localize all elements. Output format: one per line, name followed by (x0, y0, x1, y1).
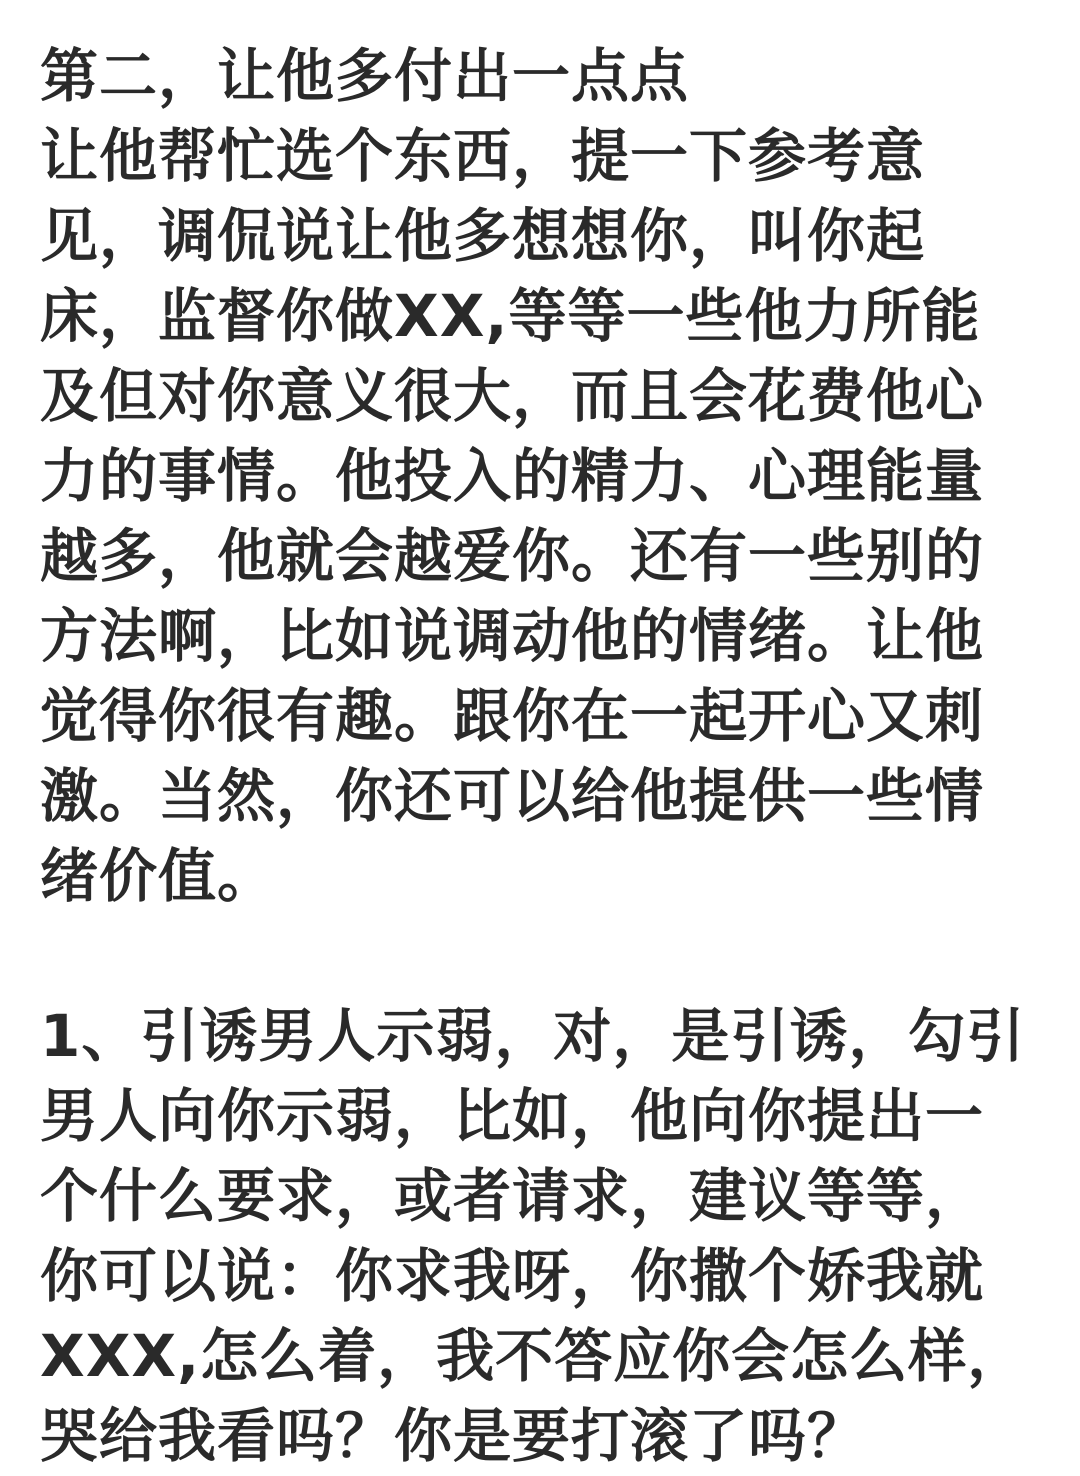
paragraph-line: 觉得你很有趣。跟你在一起开心又刺 (40, 682, 985, 750)
paragraph-line: 绪价值。 (40, 842, 277, 910)
paragraph-spacer (40, 916, 1040, 996)
point-1-line: 1、引诱男人示弱，对，是引诱，勾引 (40, 1002, 1026, 1070)
point-1-line: 个什么要求，或者请求，建议等等， (40, 1162, 985, 1230)
point-1-line-cutoff: 哭给我看吗？你是要打滚了吗？ (40, 1402, 867, 1470)
section-heading: 第二，让他多付出一点点 (40, 42, 690, 110)
paragraph-line: 力的事情。他投入的精力、心理能量 (40, 442, 985, 510)
point-1-line: XXX,怎么着，我不答应你会怎么样， (40, 1322, 1027, 1390)
paragraph-line: 越多，他就会越爱你。还有一些别的 (40, 522, 985, 590)
paragraph-line: 让他帮忙选个东西，提一下参考意 (40, 122, 926, 190)
point-1-line: 男人向你示弱，比如，他向你提出一 (40, 1082, 985, 1150)
paragraph-line: 激。当然，你还可以给他提供一些情 (40, 762, 985, 830)
paragraph-line: 见，调侃说让他多想想你，叫你起 (40, 202, 926, 270)
article-text (40, 36, 1040, 1476)
paragraph-line: 及但对你意义很大，而且会花费他心 (40, 362, 985, 430)
point-1-line: 你可以说：你求我呀，你撒个娇我就 (40, 1242, 985, 1310)
paragraph-line: 方法啊，比如说调动他的情绪。让他 (40, 602, 985, 670)
paragraph-line: 床，监督你做XX,等等一些他力所能 (40, 282, 981, 350)
